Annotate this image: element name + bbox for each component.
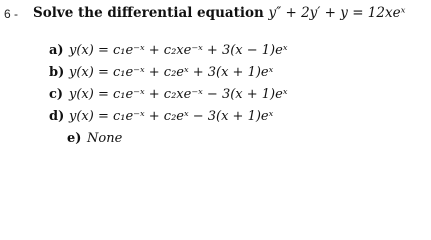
question-number: 6 - — [4, 7, 19, 21]
option-c-text: y(x) = c₁e⁻ˣ + c₂xe⁻ˣ − 3(x + 1)eˣ — [69, 87, 288, 102]
option-d — [49, 106, 287, 128]
option-a — [49, 40, 287, 62]
option-a-text: y(x) = c₁e⁻ˣ + c₂xe⁻ˣ + 3(x − 1)eˣ — [69, 43, 288, 58]
option-e-label: e) — [67, 131, 82, 146]
option-d-text: y(x) = c₁e⁻ˣ + c₂eˣ − 3(x + 1)eˣ — [69, 109, 274, 124]
option-d-label: d) — [49, 109, 65, 124]
answer-options — [49, 40, 287, 150]
option-b-label: b) — [49, 65, 65, 80]
option-e-text: None — [87, 131, 123, 146]
option-a-label: a) — [49, 43, 64, 58]
option-c-label: c) — [49, 87, 64, 102]
question-text — [33, 5, 405, 21]
question-prompt: Solve the differential equation — [33, 5, 269, 21]
option-c — [49, 84, 287, 106]
option-b — [49, 62, 287, 84]
option-e — [49, 128, 287, 150]
option-b-text: y(x) = c₁e⁻ˣ + c₂eˣ + 3(x + 1)eˣ — [69, 65, 274, 80]
differential-equation: y″ + 2y′ + y = 12xeˣ — [268, 5, 406, 21]
